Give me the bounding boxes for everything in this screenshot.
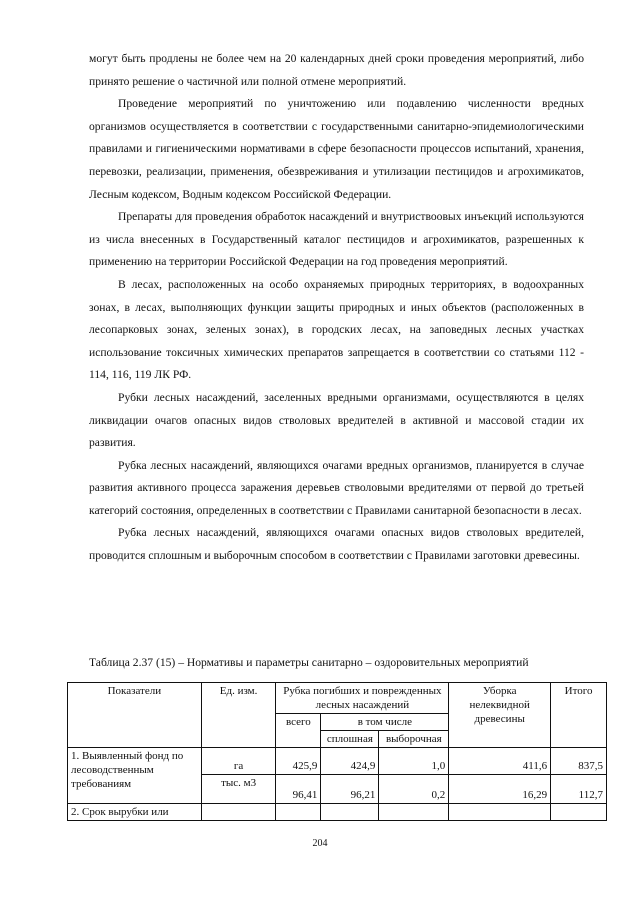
selective-cell: 0,2 — [379, 775, 449, 804]
sum-cell: 837,5 — [551, 748, 607, 775]
header-unit: Ед. изм. — [201, 683, 276, 748]
header-including: в том числе — [321, 714, 449, 731]
clear-cell: 96,21 — [321, 775, 379, 804]
table-row — [68, 748, 607, 775]
empty-cell — [551, 804, 607, 821]
paragraph: Рубки лесных насаждений, заселенных вредными организмами, осуществляются в целях ликвидации очагов опасных видов стволовых вредителей в активной и массовой стадии их развития. — [89, 390, 584, 450]
empty-cell — [276, 804, 321, 821]
page-number: 204 — [312, 838, 328, 849]
unit-cell — [201, 775, 276, 804]
unit-cell: га — [201, 748, 276, 775]
removal-cell: 16,29 — [449, 775, 551, 804]
header-felling: Рубка погибших и поврежденных лесных насаждений — [276, 683, 449, 714]
table-header-row — [68, 683, 607, 714]
norms-table — [67, 682, 607, 821]
row-label: 1. Выявленный фонд по лесоводственным требованиям — [68, 748, 202, 804]
header-clear: сплошная — [321, 731, 379, 748]
header-removal: Уборка нелеквидной древесины — [449, 683, 551, 748]
body-text — [89, 48, 584, 568]
empty-cell — [321, 804, 379, 821]
removal-cell: 411,6 — [449, 748, 551, 775]
table-row — [68, 804, 607, 821]
sum-cell: 112,7 — [551, 775, 607, 804]
paragraph: Проведение мероприятий по уничтожению или подавлению численности вредных организмов осуществляется в соответствии с государственными санитарно-эпидемиологическими правилами и гигиеническими нормативами в сфере безопасности процессов испытаний, хранения, перевозки, реализации, применения, обезвреживания и утилизации пестицидов и агрохимикатов, Лесным кодексом, Водным кодексом Российской Федерации. — [89, 97, 584, 201]
empty-cell — [379, 804, 449, 821]
header-sum: Итого — [551, 683, 607, 748]
total-cell: 96,41 — [276, 775, 321, 804]
header-total: всего — [276, 714, 321, 748]
header-selective: выборочная — [379, 731, 449, 748]
paragraph: В лесах, расположенных на особо охраняемых природных территориях, в водоохранных зонах, в лесах, выполняющих функции защиты природных и иных объектов (расположенных в лесопарковых зонах, зеленых зонах), в городских лесах, на заповедных лесных участках использование токсичных химических препаратов запрещается в соответствии со статьями 112 - 114, 116, 119 ЛК РФ. — [89, 277, 584, 382]
row-label: 2. Срок вырубки или — [68, 804, 202, 821]
paragraph: Рубка лесных насаждений, являющихся очагами вредных организмов, планируется в случае развития активного процесса заражения деревьев стволовыми вредителями от первой до третьей категорий состояния, определенных в соответствии с Правилами санитарной безопасности в лесах. — [89, 458, 584, 517]
empty-cell — [201, 804, 276, 821]
total-cell: 425,9 — [276, 748, 321, 775]
paragraph: могут быть продлены не более чем на 20 календарных дней сроки проведения мероприятий, либо принято решение о частичной или полной отмене мероприятий. — [89, 52, 584, 88]
paragraph: Препараты для проведения обработок насаждений и внутриствоовых инъекций используются из числа внесенных в Государственный каталог пестицидов и агрохимикатов, разрешенных к применению на территории Российской Федерации на год проведения мероприятий. — [89, 210, 584, 269]
table-caption: Таблица 2.37 (15) – Нормативы и параметры санитарно – оздоровительных мероприятий — [89, 656, 529, 669]
paragraph: Рубка лесных насаждений, являющихся очагами опасных видов стволовых вредителей, проводится сплошным и выборочным способом в соответствии с Правилами заготовки древесины. — [89, 526, 584, 563]
selective-cell: 1,0 — [379, 748, 449, 775]
unit-text: тыс. м3 — [221, 777, 257, 789]
empty-cell — [449, 804, 551, 821]
clear-cell: 424,9 — [321, 748, 379, 775]
header-indicators: Показатели — [68, 683, 202, 748]
